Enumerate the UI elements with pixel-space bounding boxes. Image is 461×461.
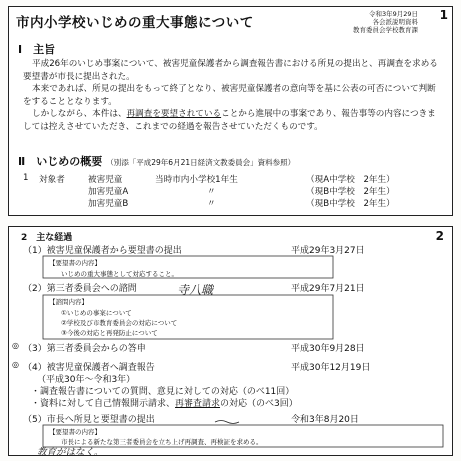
person-aggressor-a-grade: 〃 [207, 187, 216, 197]
item-1-note-box [43, 256, 333, 278]
timeline-item-2-label: （2）第三者委員会への諮問 [23, 284, 137, 294]
timeline-annotations [9, 227, 452, 455]
timeline-item-3-date: 平成30年9月28日 [291, 344, 365, 354]
header-audience: 各会派説明資料 [372, 18, 418, 26]
person-aggressor-b-grade: 〃 [207, 199, 216, 209]
hand-squiggle-mark [215, 421, 239, 424]
timeline-panel [8, 226, 453, 456]
item-2-note-box [43, 295, 333, 339]
timeline-item-5-label: （5）市長へ所見と要望書の提出 [23, 415, 155, 425]
header-meta [353, 10, 418, 34]
timeline-item-2-note-2: ②学校及び市教育委員会の対応について [61, 319, 178, 327]
header-department: 教育委員会学校教育課 [353, 26, 418, 34]
purpose-paragraph-3-end: ことから進展中の事案であり、報告事等の内容につきましては控えさせていただき、これまでの経過を報告させていただくものです。 [23, 109, 436, 132]
purpose-paragraph-1: 平成26年のいじめ事案について、被害児童保護者から調査報告書における所見の提出と、再調査を求める要望書が市長に提出された。 [23, 59, 438, 82]
timeline-item-3-mark: ◎ [12, 341, 19, 350]
bullet-2-end: の対応（のべ3回） [220, 399, 298, 409]
overview-heading-text: Ⅱ いじめの概要 [18, 155, 103, 168]
timeline-item-1-note: いじめの重大事態として対応すること。 [61, 270, 178, 278]
timeline-item-5-date: 令和3年8月20日 [291, 415, 359, 425]
page-number-1: 1 [439, 8, 448, 22]
bullet-2-underlined: 再審査請求 [175, 399, 221, 409]
timeline-item-2-date: 平成29年7月21日 [291, 284, 365, 294]
purpose-paragraph-3-start: しかしながら、本件は、 [32, 109, 127, 119]
timeline-item-1-note-title: 【要望書の内容】 [49, 259, 101, 267]
timeline-heading: 2 主な経過 [21, 233, 73, 243]
person-aggressor-b-now: （現B中学校 2年生） [306, 199, 395, 209]
person-aggressor-b-role: 加害児童B [88, 199, 129, 209]
timeline-item-4-mark: ◎ [12, 360, 19, 369]
timeline-item-2-note-title: 【諮問内容】 [49, 298, 88, 306]
person-aggressor-a-role: 加害児童A [88, 187, 129, 197]
bullet-2-start: ・資料に対して自己情報開示請求、 [31, 399, 176, 409]
timeline-item-4-label: （4）被害児童保護者へ調査報告 [23, 363, 155, 373]
timeline-item-5-handwritten-note: 教育がはなく。 [37, 447, 104, 458]
header-date: 令和3年9月29日 [368, 10, 418, 18]
person-victim-now: （現A中学校 2年生） [306, 175, 395, 185]
overview-source-note: （別添「平成29年6月21日経済文教委員会」資料参照） [106, 158, 296, 167]
timeline-item-4-date: 平成30年12月19日 [291, 363, 371, 373]
timeline-item-4-period: （平成30年～令和3年） [37, 375, 136, 385]
timeline-item-5-note-title: 【要望書の内容】 [49, 428, 101, 436]
document-title: 市内小学校いじめの重大事態について [16, 15, 254, 31]
section-purpose-heading: Ⅰ 主旨 [18, 43, 56, 56]
timeline-item-2-note-3: ③今後の対応と再発防止について [61, 329, 158, 337]
timeline-item-2-note-1: ①いじめの事案について [61, 309, 132, 317]
person-aggressor-a-now: （現B中学校 2年生） [306, 187, 395, 197]
section-overview-heading [18, 153, 295, 169]
timeline-item-3-label: （3）第三者委員会からの答申 [23, 344, 146, 354]
subjects-row-number: 1 [23, 173, 29, 183]
timeline-item-5-note: 市長による新たな第三者委員会を立ち上げ再調査、再検証を求める。 [61, 438, 263, 446]
page-number-2: 2 [435, 229, 444, 243]
summary-panel [8, 6, 453, 216]
person-victim-grade: 当時市内小学校1年生 [155, 175, 238, 185]
timeline-item-1-date: 平成29年3月27日 [291, 246, 365, 256]
item-5-note-box [43, 425, 443, 447]
person-victim-role: 被害児童 [88, 175, 123, 185]
purpose-paragraph-3 [23, 108, 443, 133]
purpose-paragraph-2: 本来であれば、所見の提出をもって終了となり、被害児童保護者の意向等を基に公表の可否について判断をすることとなります。 [23, 84, 436, 107]
timeline-item-4-bullet-1: ・調査報告書についての質問、意見に対しての対応（のべ11回） [31, 387, 295, 397]
subjects-label: 対象者 [39, 175, 65, 185]
purpose-paragraph-3-underlined: 再調査を要望されている [126, 109, 222, 119]
timeline-item-2-handwritten-note: 寺八職 [177, 283, 214, 297]
timeline-item-1-label: （1）被害児童保護者から要望書の提出 [23, 246, 182, 256]
